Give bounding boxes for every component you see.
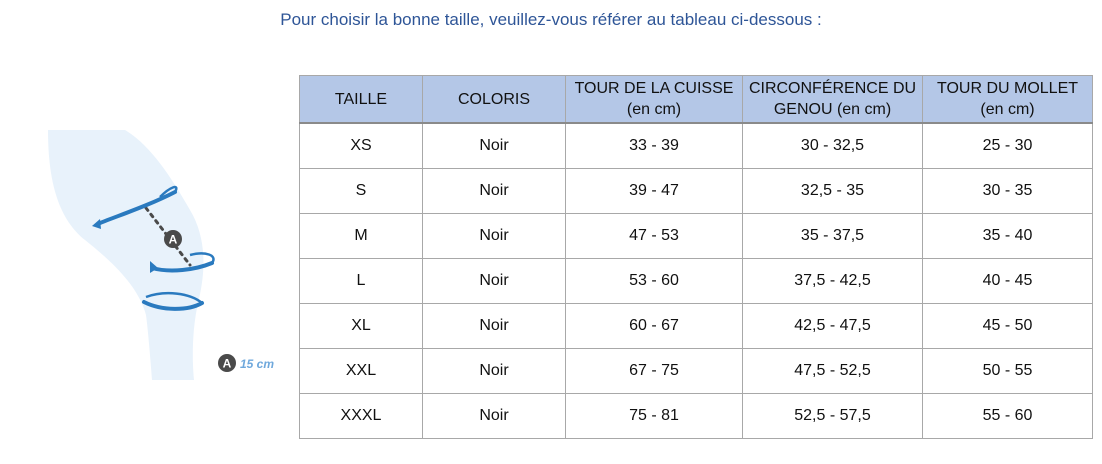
cell-tour-mollet: 55 - 60 [923,394,1093,439]
cell-taille: L [300,259,423,304]
cell-coloris: Noir [423,169,566,214]
cell-circonference-genou: 47,5 - 52,5 [743,349,923,394]
header-line: (en cm) [980,101,1035,118]
page-title: Pour choisir la bonne taille, veuillez-vous référer au tableau ci-dessous : [280,10,822,29]
header-line: TOUR DU MOLLET [936,80,1079,97]
cell-coloris: Noir [423,214,566,259]
cell-tour-mollet: 45 - 50 [923,304,1093,349]
table-row [300,169,1093,214]
cell-taille: XXXL [300,394,423,439]
table-row [300,349,1093,394]
cell-taille: XXL [300,349,423,394]
table-row [300,259,1093,304]
size-chart-table [299,75,1093,439]
cell-tour-cuisse: 60 - 67 [566,304,743,349]
header-tour-mollet [923,76,1093,124]
cell-taille: S [300,169,423,214]
cell-tour-cuisse: 39 - 47 [566,169,743,214]
cell-circonference-genou: 35 - 37,5 [743,214,923,259]
header-line: GENOU (en cm) [773,101,892,118]
header-circonference-genou [743,76,923,124]
cell-tour-mollet: 30 - 35 [923,169,1093,214]
table-row [300,394,1093,439]
cell-tour-mollet: 25 - 30 [923,123,1093,169]
cell-coloris: Noir [423,259,566,304]
legend-value: 15 cm [240,357,275,371]
header-line: CIRCONFÉRENCE DU [748,80,917,97]
legend-marker-letter: A [222,356,232,371]
cell-coloris: Noir [423,123,566,169]
cell-circonference-genou: 37,5 - 42,5 [743,259,923,304]
table-row [300,214,1093,259]
table-row [300,304,1093,349]
cell-coloris: Noir [423,349,566,394]
cell-tour-mollet: 35 - 40 [923,214,1093,259]
cell-circonference-genou: 42,5 - 47,5 [743,304,923,349]
cell-tour-mollet: 40 - 45 [923,259,1093,304]
cell-coloris: Noir [423,304,566,349]
table-row [300,123,1093,169]
cell-tour-cuisse: 75 - 81 [566,394,743,439]
header-tour-cuisse [566,76,743,124]
cell-circonference-genou: 30 - 32,5 [743,123,923,169]
cell-tour-cuisse: 67 - 75 [566,349,743,394]
marker-a-letter: A [168,232,178,247]
header-line: (en cm) [626,101,682,118]
header-line: TOUR DE LA CUISSE [574,80,734,97]
header-line: TAILLE [334,90,388,108]
cell-tour-cuisse: 53 - 60 [566,259,743,304]
cell-tour-cuisse: 33 - 39 [566,123,743,169]
cell-coloris: Noir [423,394,566,439]
cell-taille: M [300,214,423,259]
cell-tour-mollet: 50 - 55 [923,349,1093,394]
header-coloris [423,76,566,124]
cell-circonference-genou: 32,5 - 35 [743,169,923,214]
cell-taille: XL [300,304,423,349]
table-header-row [300,76,1093,124]
header-taille [300,76,423,124]
header-line: COLORIS [457,90,530,108]
leg-silhouette [48,130,203,380]
cell-taille: XS [300,123,423,169]
knee-measurement-illustration [40,125,290,390]
cell-tour-cuisse: 47 - 53 [566,214,743,259]
cell-circonference-genou: 52,5 - 57,5 [743,394,923,439]
